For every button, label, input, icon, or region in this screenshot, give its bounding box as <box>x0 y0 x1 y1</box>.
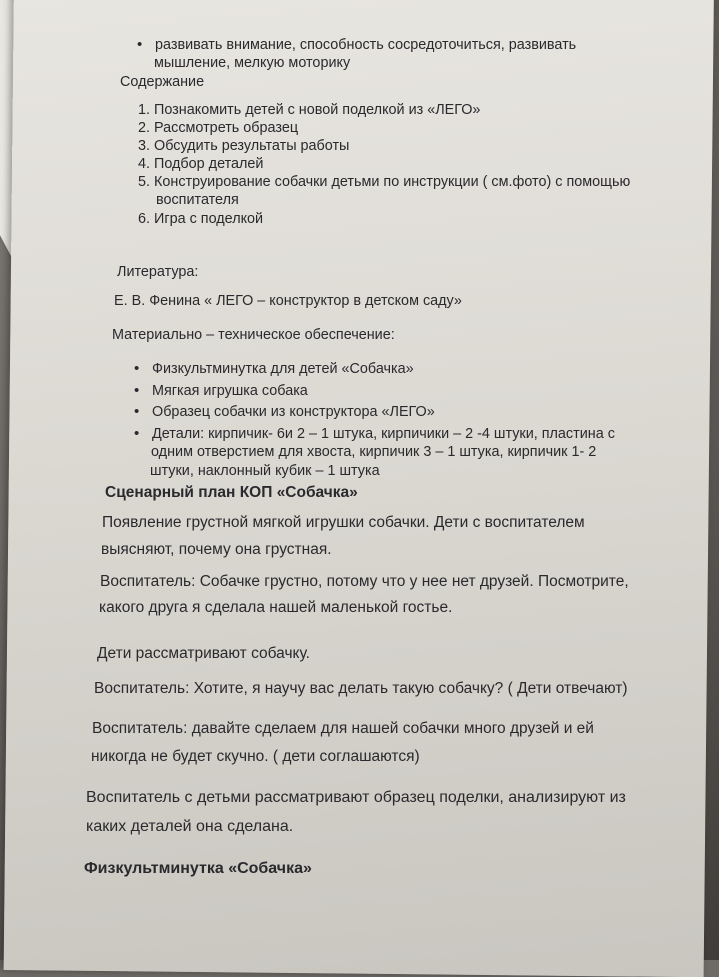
materials-item-3: • Образец собачки из конструктора «ЛЕГО» <box>152 403 435 421</box>
scenario-exercise-heading: Физкультминутка «Собачка» <box>84 860 312 877</box>
scenario-p5-line1: Воспитатель: давайте сделаем для нашей собачки много друзей и ей <box>92 720 594 737</box>
content-heading: Содержание <box>120 74 205 90</box>
scenario-p1-line1: Появление грустной мягкой игрушки собачки. Дети с воспитателем <box>102 514 585 531</box>
content-item-4: 4. Подбор деталей <box>138 156 264 172</box>
scenario-heading: Сценарный план КОП «Собачка» <box>105 484 358 501</box>
literature-source: Е. В. Фенина « ЛЕГО – конструктор в детском саду» <box>114 293 462 309</box>
materials-item-1: • Физкультминутка для детей «Собачка» <box>152 360 414 378</box>
materials-details-line3: штуки, наклонный кубик – 1 штука <box>150 463 380 479</box>
literature-heading: Литература: <box>117 264 199 280</box>
goal-bullet-line2: мышление, мелкую моторику <box>154 55 351 71</box>
materials-item-2: • Мягкая игрушка собака <box>152 382 308 400</box>
content-item-1: 1. Познакомить детей с новой поделкой из «ЛЕГО» <box>138 102 481 118</box>
scenario-p6-line2: каких деталей она сделана. <box>86 818 294 835</box>
scenario-p2-line2: какого друга я сделала нашей маленькой гостье. <box>99 599 453 616</box>
content-item-5-cont: воспитателя <box>156 192 239 208</box>
materials-details-line2: одним отверстием для хвоста, кирпичик 3 – 1 штука, кирпичик 1- 2 <box>151 444 597 460</box>
scenario-p2-line1: Воспитатель: Собачке грустно, потому что у нее нет друзей. Посмотрите, <box>100 573 629 590</box>
materials-heading: Материально – техническое обеспечение: <box>112 327 395 343</box>
scenario-p4: Воспитатель: Хотите, я научу вас делать такую собачку? ( Дети отвечают) <box>94 680 628 697</box>
scenario-p5-line2: никогда не будет скучно. ( дети соглашаются) <box>91 748 420 765</box>
scenario-p6-line1: Воспитатель с детьми рассматривают образец поделки, анализируют из <box>86 789 626 806</box>
scenario-p1-line2: выясняют, почему она грустная. <box>101 541 332 558</box>
content-item-3: 3. Обсудить результаты работы <box>138 138 350 154</box>
scenario-p3: Дети рассматривают собачку. <box>97 645 310 662</box>
materials-details-line1: • Детали: кирпичик- 6и 2 – 1 штука, кирпичики – 2 -4 штуки, пластина с <box>152 425 657 443</box>
content-item-2: 2. Рассмотреть образец <box>138 120 299 136</box>
content-item-5: 5. Конструирование собачки детьми по инструкции ( см.фото) с помощью <box>138 174 631 190</box>
goal-bullet-line1: • развивать внимание, способность сосредоточиться, развивать <box>155 36 642 54</box>
content-item-6: 6. Игра с поделкой <box>138 211 264 227</box>
